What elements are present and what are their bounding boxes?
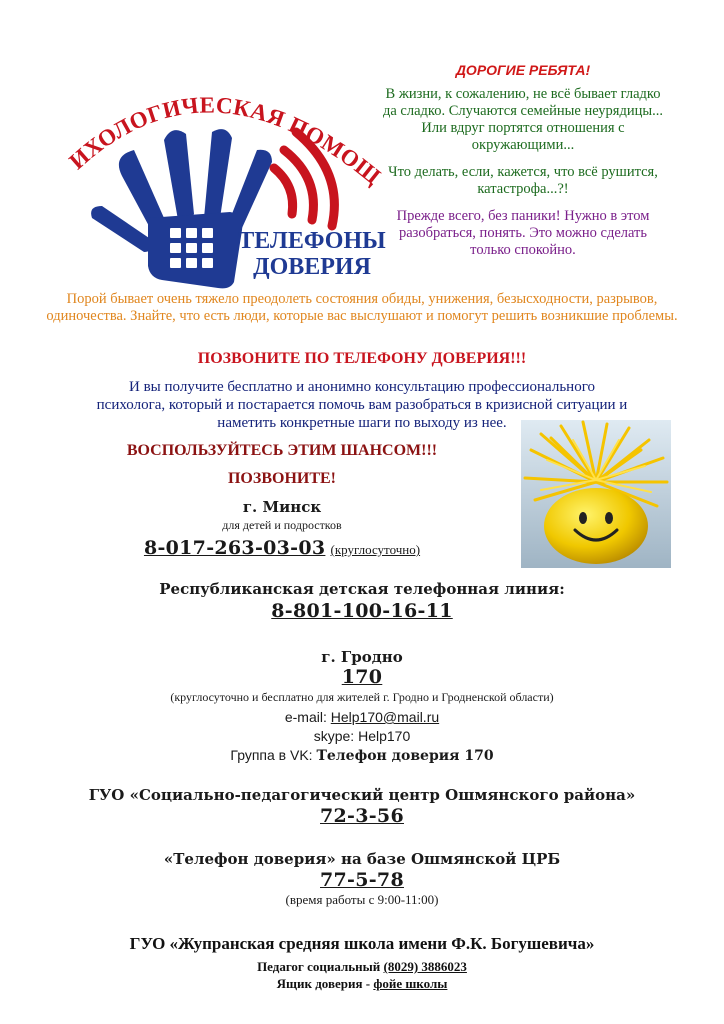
hotline-logo bbox=[52, 68, 386, 290]
crb-title: «Телефон доверия» на базе Ошмянской ЦРБ bbox=[163, 850, 561, 868]
grodno-phone[interactable]: 170 bbox=[341, 666, 383, 688]
center-title-row bbox=[0, 786, 724, 804]
grodno-email-label: e-mail: bbox=[284, 709, 331, 725]
grodno-vk-group[interactable]: Телефон доверия 170 bbox=[316, 748, 494, 764]
footer-box-label: Ящик доверия - bbox=[276, 976, 374, 991]
blue-line-3: наметить конкретные шаги по выходу из нее. bbox=[217, 415, 507, 431]
footer-box-place: фойе школы bbox=[373, 976, 448, 991]
footer-school-row bbox=[0, 934, 724, 954]
republic-phone[interactable]: 8-801-100-16-11 bbox=[271, 600, 453, 622]
logo-title-line2: ДОВЕРИЯ bbox=[253, 254, 371, 280]
grodno-email-row bbox=[0, 707, 724, 726]
chance-heading: ВОСПОЛЬЗУЙТЕСЬ ЭТИМ ШАНСОМ!!! bbox=[126, 442, 438, 459]
minsk-block bbox=[0, 498, 644, 516]
intro-paragraph-1: В жизни, к сожалению, не всё бывает гладко да сладко. Случаются семейные неурядицы... Или вдруг портятся отношения с окружающими... bbox=[382, 86, 663, 153]
intro-section bbox=[382, 62, 664, 259]
grodno-note-row bbox=[0, 690, 724, 705]
intro-heading: ДОРОГИЕ РЕБЯТА! bbox=[455, 62, 591, 78]
grodno-vk-label: Группа в VK: bbox=[230, 747, 317, 763]
grodno-city: г. Гродно bbox=[321, 648, 403, 666]
call-trust-heading: ПОЗВОНИТЕ ПО ТЕЛЕФОНУ ДОВЕРИЯ!!! bbox=[197, 350, 527, 367]
blue-line-2: психолога, который и постарается помочь вам разобраться в кризисной ситуации и bbox=[96, 397, 628, 413]
crb-hours: (время работы с 9:00-11:00) bbox=[285, 892, 439, 907]
grodno-city-row bbox=[0, 648, 724, 666]
footer-box-row bbox=[0, 973, 724, 992]
crb-title-row bbox=[0, 850, 724, 868]
minsk-hours: (круглосуточно) bbox=[330, 542, 421, 557]
footer-pedagog-label: Педагог социальный bbox=[257, 959, 384, 974]
intro-paragraph-2: Что делать, если, кажется, что всё рушится, катастрофа...?! bbox=[388, 164, 658, 197]
call-now-heading: ПОЗВОНИТЕ! bbox=[227, 470, 336, 487]
orange-paragraph: Порой бывает очень тяжело преодолеть состояния обиды, унижения, безысходности, разрывов, одиночества. Знайте, что есть люди, которые вас выслушают и помогут решить возникшие проблемы. bbox=[46, 291, 678, 324]
crb-hours-row bbox=[0, 892, 724, 908]
republic-phone-row bbox=[0, 600, 724, 622]
grodno-vk-row bbox=[0, 745, 724, 764]
minsk-city: г. Минск bbox=[242, 498, 322, 516]
grodno-phone-row bbox=[0, 666, 724, 688]
center-title: ГУО «Социально-педагогический центр Ошмянского района» bbox=[88, 786, 636, 804]
intro-paragraph-3: Прежде всего, без паники! Нужно в этом разобраться, понять. Это можно сделать только спокойно. bbox=[396, 208, 650, 258]
minsk-audience: для детей и подростков bbox=[222, 518, 342, 532]
crb-phone[interactable]: 77-5-78 bbox=[320, 869, 404, 891]
blue-line-1: И вы получите бесплатно и анонимно консультацию профессионального bbox=[129, 379, 595, 395]
center-phone[interactable]: 72-3-56 bbox=[320, 805, 404, 827]
republic-title: Республиканская детская телефонная линия: bbox=[159, 580, 565, 598]
crb-phone-row bbox=[0, 869, 724, 891]
logo-title bbox=[232, 228, 392, 280]
grodno-skype: skype: Help170 bbox=[313, 728, 411, 744]
minsk-phone[interactable]: 8-017-263-03-03 bbox=[143, 537, 326, 559]
footer-pedagog-phone[interactable]: (8029) 3886023 bbox=[383, 959, 467, 974]
grodno-skype-row bbox=[0, 726, 724, 745]
footer-school: ГУО «Жупранская средняя школа имени Ф.К. Богушевича» bbox=[129, 934, 595, 953]
republic-title-row bbox=[0, 580, 724, 598]
center-phone-row bbox=[0, 805, 724, 827]
minsk-audience-row bbox=[0, 518, 644, 533]
minsk-phone-row bbox=[0, 537, 644, 559]
logo-arc-textpath: ИХОЛОГИЧЕСКАЯ ПОМО bbox=[64, 92, 365, 175]
grodno-note: (круглосуточно и бесплатно для жителей г. Гродно и Гродненской области) bbox=[170, 690, 554, 704]
logo-title-line1: ТЕЛЕФОНЫ bbox=[238, 228, 386, 254]
grodno-email-link[interactable]: Help170@mail.ru bbox=[330, 709, 440, 725]
